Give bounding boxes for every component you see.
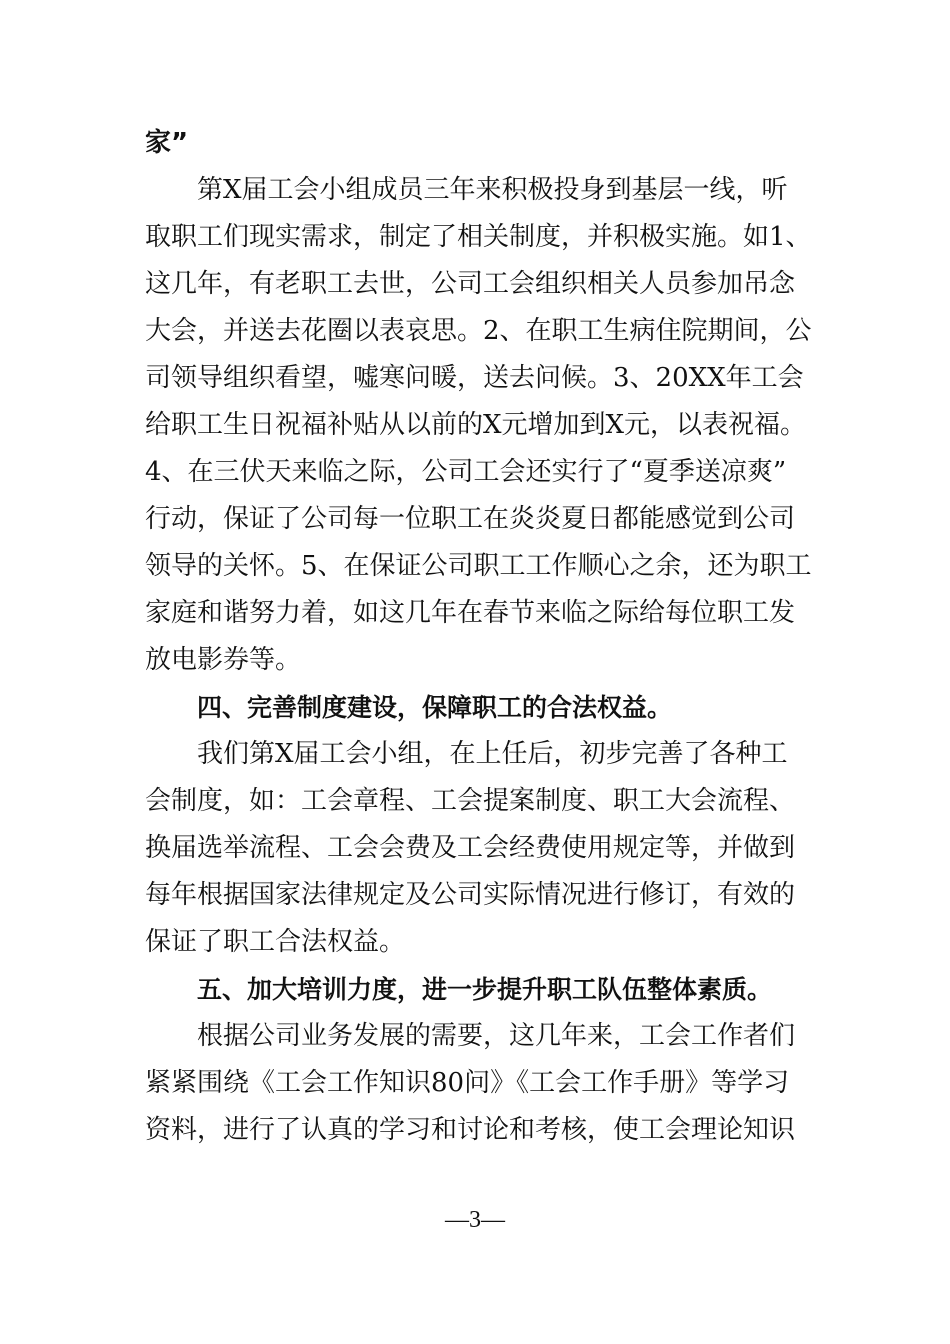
text-line: 大会，并送去花圈以表哀思。2、在职工生病住院期间，公 [145, 316, 812, 346]
text-line: 第X届工会小组成员三年来积极投身到基层一线，听 [197, 175, 788, 205]
text-line: 家” [145, 128, 189, 158]
text-line: 取职工们现实需求，制定了相关制度，并积极实施。如1、 [145, 222, 812, 252]
text-line: 行动，保证了公司每一位职工在炎炎夏日都能感觉到公司 [145, 504, 796, 534]
document-body [145, 120, 815, 1154]
text-line: 放电影券等。 [145, 645, 302, 675]
text-line: 这几年，有老职工去世，公司工会组织相关人员参加吊念 [145, 269, 796, 299]
text-line: 会制度，如：工会章程、工会提案制度、职工大会流程、 [145, 786, 796, 816]
text-line: 根据公司业务发展的需要，这几年来，工会工作者们 [197, 1021, 796, 1051]
section-heading-5: 五、加大培训力度，进一步提升职工队伍整体素质。 [197, 975, 773, 1004]
text-line: 领导的关怀。5、在保证公司职工工作顺心之余，还为职工 [145, 551, 812, 581]
text-line: 每年根据国家法律规定及公司实际情况进行修订，有效的 [145, 880, 796, 910]
text-line: 家庭和谐努力着，如这几年在春节来临之际给每位职工发 [145, 598, 796, 628]
section-heading-4: 四、完善制度建设，保障职工的合法权益。 [197, 693, 673, 722]
text-line: 司领导组织看望，嘘寒问暖，送去问候。3、20XX年工会 [145, 363, 804, 393]
page-number: —3— [445, 1207, 505, 1233]
text-line: 4、在三伏天来临之际，公司工会还实行了“夏季送凉爽” [145, 457, 787, 487]
text-line: 我们第X届工会小组，在上任后，初步完善了各种工 [197, 739, 788, 769]
text-line: 给职工生日祝福补贴从以前的X元增加到X元，以表祝福。 [145, 410, 807, 440]
text-line: 资料，进行了认真的学习和讨论和考核，使工会理论知识 [145, 1115, 796, 1145]
text-line: 保证了职工合法权益。 [145, 927, 406, 957]
text-line: 换届选举流程、工会会费及工会经费使用规定等，并做到 [145, 833, 796, 863]
text-line: 紧紧围绕《工会工作知识80问》《工会工作手册》等学习 [145, 1068, 790, 1098]
